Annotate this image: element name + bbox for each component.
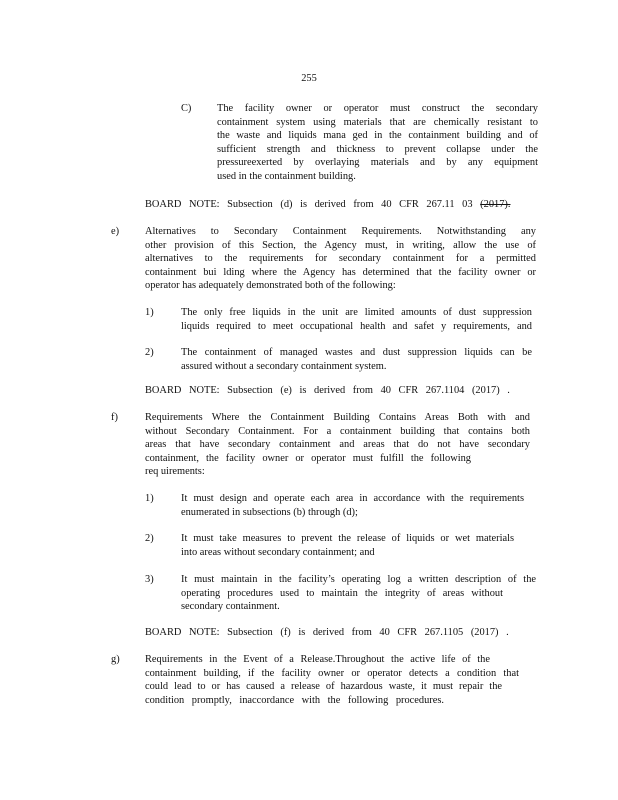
text-line: without Secondary Containment. For a containment building that contains both [145,425,530,437]
struck-text: (2017). [480,199,511,210]
text-line: Requirements Where the Containment Building Contains Areas Both with and [145,412,530,423]
text-line: into areas without secondary containment; and [181,546,375,558]
item-text-e [145,225,536,293]
text-line: the waste and liquids mana ged in the containment building and of [217,130,538,142]
text-line: containment bui lding where the Agency has determined that the facility owner or [145,266,536,278]
text-line: condition promptly, inaccordance with the following procedures. [145,694,444,706]
text-line: Requirements in the Event of a Release.Throughout the active life of the [145,654,490,665]
item-label-e2: 2) [145,347,154,358]
text-line: req uirements: [145,466,205,478]
text-line: The containment of managed wastes and dust suppression liquids can be [181,347,532,358]
board-note-f: BOARD NOTE: Subsection (f) is derived from 40 CFR 267.1105 (2017) . [145,627,509,638]
item-text-g [145,653,519,707]
text-line: other provision of this Section, the Agency must, in writing, allow the use of [145,239,536,251]
item-label-f1: 1) [145,493,154,504]
text-line: used in the containment building. [217,170,356,182]
text-line: containment system using materials that are chemically resistant to [217,116,538,128]
text-line: operating procedures used to maintain the integrity of areas without [181,587,503,599]
text-line: areas that have secondary containment and areas that do not have secondary [145,439,530,451]
text-line: assured without a secondary containment system. [181,360,387,372]
text-line: It must maintain in the facility’s operating log a written description of the [181,574,536,585]
text-line: containment, the facility owner or operator must fulfill the following [145,452,471,464]
item-label-c: C) [181,103,192,114]
item-label-e: e) [111,226,120,237]
text-line: Alternatives to Secondary Containment Requirements. Notwithstanding any [145,226,536,237]
text-line: The only free liquids in the unit are limited amounts of dust suppression [181,307,532,318]
text-line: operator has adequately demonstrated both of the following: [145,280,396,292]
item-label-e1: 1) [145,307,154,318]
text-line: It must take measures to prevent the release of liquids or wet materials [181,533,514,544]
text-line: containment building, if the facility owner or operator detects a condition that [145,667,519,679]
item-label-f: f) [111,412,118,423]
text-line: could lead to or has caused a release of hazardous waste, it must repair the [145,681,502,693]
text-line: sufficient strength and thickness to prevent collapse under the [217,143,538,155]
board-note-d [145,198,510,212]
item-label-f2: 2) [145,533,154,544]
item-text-e2 [181,346,532,373]
page-number: 255 [301,73,317,84]
board-note-e: BOARD NOTE: Subsection (e) is derived from 40 CFR 267.1104 (2017) . [145,385,510,396]
text-line: secondary containment. [181,601,280,613]
text-line: The facility owner or operator must construct the secondary [217,103,538,114]
item-text-f1 [181,492,524,519]
item-text-c [217,102,538,184]
text-line: liquids required to meet occupational health and safet y requirements, and [181,320,532,332]
board-note-text: BOARD NOTE: Subsection (d) is derived from 40 CFR 267.11 03 [145,199,473,210]
item-label-g: g) [111,654,120,665]
item-text-f3 [181,573,536,614]
text-line: alternatives to the requirements for secondary containment for a permitted [145,253,536,265]
text-line: enumerated in subsections (b) through (d); [181,506,358,518]
item-text-f [145,411,530,479]
item-text-f2 [181,532,514,559]
text-line: It must design and operate each area in accordance with the requirements [181,493,524,504]
item-text-e1 [181,306,532,333]
text-line: pressureexerted by overlaying materials and by any equipment [217,157,538,169]
item-label-f3: 3) [145,574,154,585]
